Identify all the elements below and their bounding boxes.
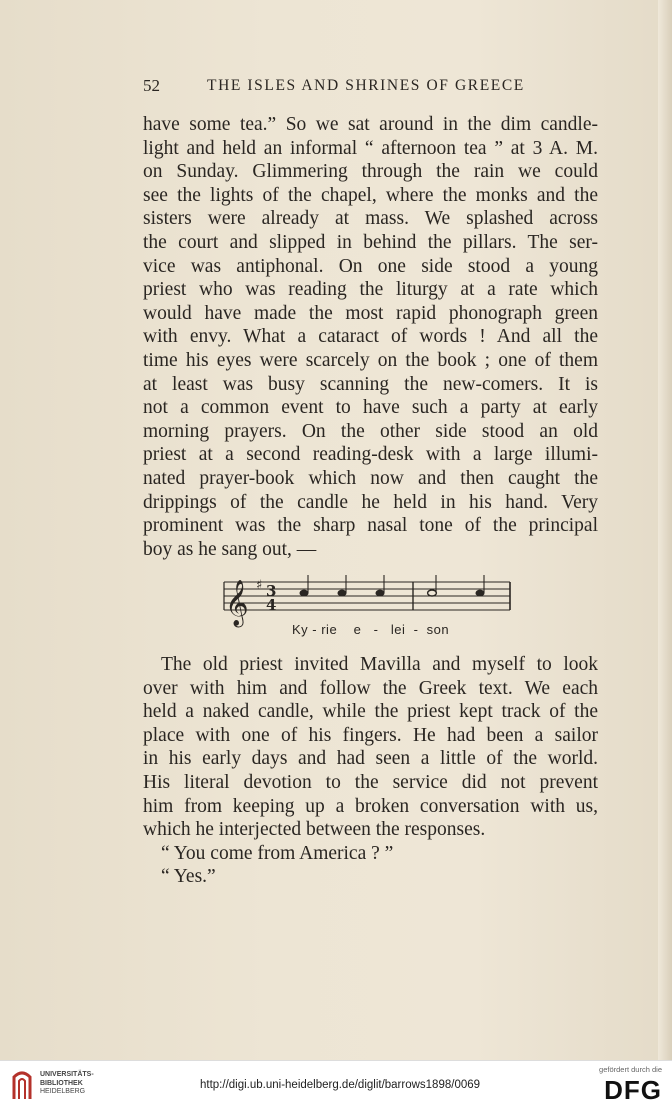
notes bbox=[300, 575, 510, 610]
note bbox=[376, 590, 384, 596]
text-line: held a naked candle, while the priest kept track of the bbox=[143, 701, 598, 723]
institution-line: UNIVERSITÄTS- bbox=[40, 1071, 94, 1078]
text-line: priest at a second reading-desk with a large illumi- bbox=[143, 444, 598, 466]
text-line: boy as he sang out, — bbox=[143, 538, 317, 560]
text-line: in his early days and had seen a little of the world. bbox=[143, 748, 598, 770]
text-line: priest who was reading the liturgy at a rate which bbox=[143, 279, 598, 301]
paragraph-1 bbox=[143, 113, 598, 561]
funded-by-label: gefördert durch die bbox=[599, 1065, 662, 1074]
page-edge bbox=[658, 0, 672, 1060]
institution-name bbox=[40, 1071, 94, 1097]
sharp-icon: ♯ bbox=[256, 578, 263, 593]
text-line: sisters were already at mass. We splashed across bbox=[143, 208, 598, 230]
half-note bbox=[428, 590, 437, 596]
treble-clef-icon: 𝄞 bbox=[225, 580, 249, 626]
text-line: which he interjected between the responses. bbox=[143, 819, 486, 841]
dfg-logo: DFG bbox=[604, 1075, 662, 1105]
text-line: the court and slipped in behind the pillars. The ser- bbox=[143, 231, 598, 253]
text-line: have some tea.” So we sat around in the dim candle- bbox=[143, 114, 598, 135]
text-line: His literal devotion to the service did not prevent bbox=[143, 771, 598, 793]
text-line: would have made the most rapid phonograph green bbox=[143, 302, 598, 324]
text-line: nated prayer-book which now and then caught the bbox=[143, 467, 598, 489]
time-signature-bottom: 4 bbox=[266, 596, 277, 614]
dialogue-line: “ You come from America ? ” bbox=[161, 842, 394, 864]
page-number: 52 bbox=[143, 76, 160, 95]
text-line: place with one of his fingers. He had been a sailor bbox=[143, 724, 598, 746]
text-line: prominent was the sharp nasal tone of the principal bbox=[143, 515, 598, 537]
dialogue-line: “ Yes.” bbox=[161, 866, 216, 888]
institution-line: HEIDELBERG bbox=[40, 1088, 86, 1095]
institution-line: BIBLIOTHEK bbox=[40, 1079, 83, 1087]
text-line: with envy. What a cataract of words ! And all the bbox=[143, 326, 598, 348]
text-line: over with him and follow the Greek text. We each bbox=[143, 677, 598, 699]
text-line: on Sunday. Glimmering through the rain we could bbox=[143, 161, 598, 183]
permalink-url[interactable]: http://digi.ub.uni-heidelberg.de/diglit/barrows1898/0069 bbox=[200, 1079, 481, 1091]
text-line: morning prayers. On the other side stood an old bbox=[143, 420, 598, 442]
note bbox=[476, 590, 484, 596]
text-line: not a common event to have such a party at early bbox=[143, 397, 598, 419]
paragraph-2 bbox=[143, 653, 598, 889]
text-line: see the lights of the chapel, where the monks and the bbox=[143, 184, 598, 206]
text-line: time his eyes were scarcely on the book ; one of them bbox=[143, 349, 598, 371]
time-signature-top: 3 bbox=[266, 582, 277, 600]
text-line: him from keeping up a broken conversation with us, bbox=[143, 795, 598, 817]
note bbox=[300, 590, 308, 596]
university-library-logo-icon bbox=[8, 1067, 36, 1101]
text-line: light and held an informal “ afternoon tea ” at 3 A. M. bbox=[143, 137, 598, 159]
footer-bar bbox=[0, 1060, 672, 1109]
page-header bbox=[143, 76, 598, 98]
text-line: drippings of the candle he held in his hand. Very bbox=[143, 491, 598, 513]
music-lyrics: Ky - rie e - lei - son bbox=[292, 622, 450, 637]
text-line: vice was antiphonal. On one side stood a young bbox=[143, 255, 598, 277]
text-line: The old priest invited Mavilla and myself to look bbox=[161, 654, 598, 675]
note bbox=[338, 590, 346, 596]
text-line: at least was busy scanning the new-comers. It is bbox=[143, 373, 598, 395]
running-title: THE ISLES AND SHRINES OF GREECE bbox=[207, 77, 525, 94]
